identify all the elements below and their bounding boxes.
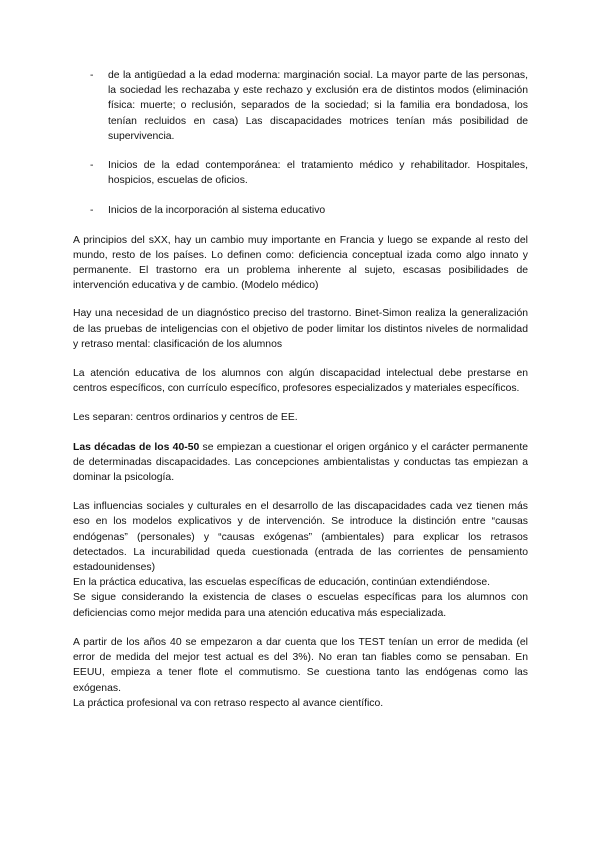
paragraph-atencion-educativa: La atención educativa de los alumnos con algún discapacidad intelectual debe prestarse en centros específicos, con currículo específico, profesores especializados y materiales específicos.	[73, 368, 528, 395]
paragraph-sxx: A principios del sXX, hay un cambio muy importante en Francia y luego se expande al resto del mundo, resto de los países. Lo definen como: deficiencia conceptual izada como algo innato y permanente. El trastorno era un problema inherente al sujeto, escasas posibilidades de intervención educativa y de cambio. (Modelo médico)	[73, 234, 528, 292]
bullet-dash: -	[90, 205, 94, 217]
bullet-item	[73, 158, 528, 188]
bullet-text: Inicios de la incorporación al sistema educativo	[108, 205, 326, 217]
bullet-item	[73, 203, 528, 218]
decadas-text: se empiezan a cuestionar el origen orgánico y el carácter permanente de determinadas discapacidades. Las concepciones ambientalistas y conductas tas empiezan a dominar la psicología.	[73, 441, 528, 484]
paragraph-practica-educativa: En la práctica educativa, las escuelas específicas de educación, continúan extendiéndose.	[73, 577, 491, 589]
bullet-text: de la antigüedad a la edad moderna: marginación social. La mayor parte de las personas, la sociedad les rechazaba y este rechazo y exclusión era de distintos modos (eliminación física: muerte; o reclusión, separados de la sociedad; si la familia era bondadosa, los tenían recluidos en casa) Las discapacidades motrices tenían más posibilidad de supervivencia.	[108, 70, 528, 142]
bullet-text: Inicios de la edad contemporánea: el tratamiento médico y rehabilitador. Hospitales, hospicios, escuelas de oficios.	[108, 160, 528, 187]
bullet-item	[73, 68, 528, 144]
paragraph-separan: Les separan: centros ordinarios y centros de EE.	[73, 412, 298, 424]
bullet-dash: -	[90, 160, 94, 172]
paragraph-clases-especificas: Se sigue considerando la existencia de clases o escuelas específicas para los alumnos con deficiencias como mejor medida para una atención educativa más especializada.	[73, 592, 528, 619]
bullet-dash: -	[90, 70, 94, 81]
bullet-list	[73, 68, 528, 219]
decadas-heading: Las décadas de los 40-50	[73, 441, 200, 453]
paragraph-influencias: Las influencias sociales y culturales en el desarrollo de las discapacidades cada vez tienen más eso en los modelos explicativos y de intervención. Se introduce la distinción entre “causas endógenas” (personales) y “causas exógenas” (ambientales) para explicar los retrasos detectados. La incurabilidad queda cuestionada (entrada de las corrientes de pensamiento estadounidenses)	[73, 501, 528, 574]
paragraph-decadas	[73, 440, 528, 486]
paragraph-practica-profesional: La práctica profesional va con retraso respecto al avance científico.	[73, 697, 384, 709]
paragraph-diagnostico: Hay una necesidad de un diagnóstico preciso del trastorno. Binet-Simon realiza la generalización de las pruebas de inteligencias con el objetivo de poder limitar los distintos niveles de normalidad y retraso mental: clasificación de los alumnos	[73, 308, 528, 350]
paragraph-test: A partir de los años 40 se empezaron a dar cuenta que los TEST tenían un error de medida (el error de medida del mejor test actual es del 3%). No eran tan fiables como se pensaban. En EEUU, empieza a tener flote el commutismo. Se cuestiona tanto las endógenas como las exógenas.	[73, 636, 528, 694]
